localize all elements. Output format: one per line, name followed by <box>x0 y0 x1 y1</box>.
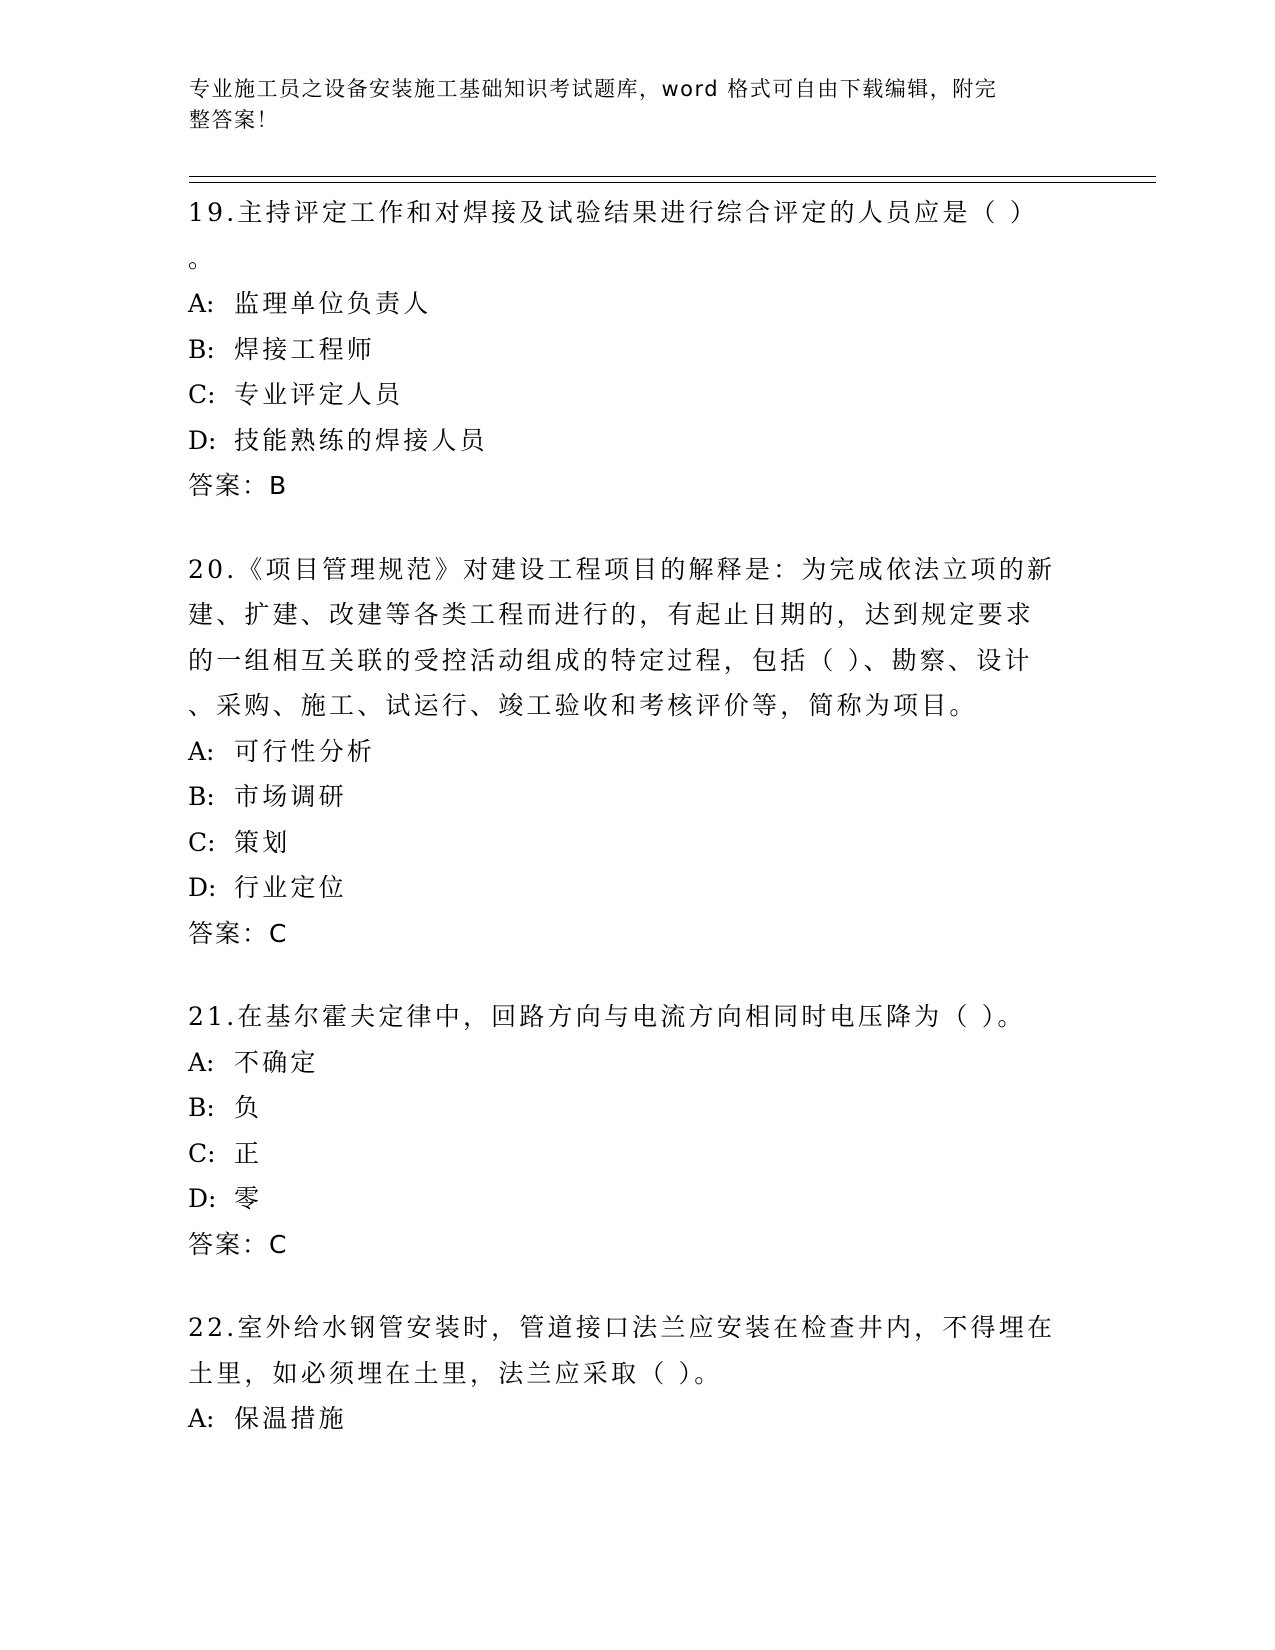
question-block <box>188 547 1088 957</box>
option-letter: D: <box>188 1184 217 1213</box>
header-divider-top <box>189 176 1156 177</box>
question-text-line: 土里，如必须埋在土里，法兰应采取（ ）。 <box>188 1358 723 1388</box>
answer-option <box>188 372 1088 418</box>
question-text-line: 22.室外给水钢管安装时，管道接口法兰应安装在检查井内，不得埋在 <box>188 1313 1056 1342</box>
question-text-line: 20.《项目管理规范》对建设工程项目的解释是：为完成依法立项的新 <box>188 554 1056 584</box>
option-letter: A: <box>188 1404 215 1433</box>
option-text: 市场调研 <box>234 782 347 811</box>
answer-key: 答案：C <box>188 1229 289 1259</box>
option-text: 技能熟练的焊接人员 <box>234 425 488 455</box>
answer-option <box>188 418 1088 464</box>
header-divider-bottom <box>189 182 1156 183</box>
option-text: 正 <box>234 1138 263 1168</box>
option-letter: A: <box>188 289 215 318</box>
option-letter: A: <box>188 1047 215 1077</box>
option-text: 可行性分析 <box>234 736 376 766</box>
answer-key: 答案：B <box>188 471 289 500</box>
option-letter: B: <box>188 334 215 364</box>
option-text: 专业评定人员 <box>234 380 404 409</box>
answer-option <box>188 865 1088 911</box>
option-text: 行业定位 <box>234 873 347 902</box>
question-text-line: 的一组相互关联的受控活动组成的特定过程，包括（ ）、勘察、设计 <box>188 645 1033 675</box>
option-letter: A: <box>188 736 215 766</box>
question-text-line: 21.在基尔霍夫定律中，回路方向与电流方向相同时电压降为（ ）。 <box>188 1002 1026 1031</box>
answer-option <box>188 327 1088 373</box>
question-block <box>188 1305 1088 1442</box>
question-block <box>188 190 1088 509</box>
document-header <box>189 74 1069 136</box>
answer-key: 答案：C <box>188 918 289 948</box>
answer-option <box>188 281 1088 327</box>
answer-option <box>188 1040 1088 1086</box>
option-letter: D: <box>188 425 217 455</box>
question-block <box>188 994 1088 1267</box>
question-text-line: 建、扩建、改建等各类工程而进行的，有起止日期的，达到规定要求 <box>188 600 1035 629</box>
question-text-line: 19.主持评定工作和对焊接及试验结果进行综合评定的人员应是（ ） <box>188 198 1039 227</box>
option-text: 不确定 <box>234 1047 319 1077</box>
option-text: 焊接工程师 <box>234 334 376 364</box>
question-text-line: 、采购、施工、试运行、竣工验收和考核评价等，简称为项目。 <box>188 691 978 720</box>
answer-option <box>188 1131 1088 1177</box>
header-line-2: 整答案！ <box>189 108 279 132</box>
option-text: 保温措施 <box>234 1404 347 1433</box>
option-letter: C: <box>188 1138 216 1168</box>
answer-option <box>188 774 1088 820</box>
answer-option <box>188 1085 1088 1131</box>
answer-option <box>188 820 1088 866</box>
header-line-1: 专业施工员之设备安装施工基础知识考试题库，word 格式可自由下载编辑，附完 <box>189 77 998 101</box>
question-text-line: 。 <box>188 243 217 273</box>
option-letter: B: <box>188 1093 215 1122</box>
option-letter: D: <box>188 873 217 902</box>
answer-option <box>188 1396 1088 1442</box>
answer-option <box>188 1176 1088 1222</box>
option-letter: B: <box>188 782 215 811</box>
option-text: 零 <box>234 1184 263 1213</box>
option-letter: C: <box>188 827 216 857</box>
option-text: 负 <box>234 1093 263 1122</box>
option-text: 监理单位负责人 <box>234 289 432 318</box>
option-letter: C: <box>188 380 216 409</box>
answer-option <box>188 729 1088 775</box>
option-text: 策划 <box>234 827 291 857</box>
question-list <box>188 190 1088 1480</box>
